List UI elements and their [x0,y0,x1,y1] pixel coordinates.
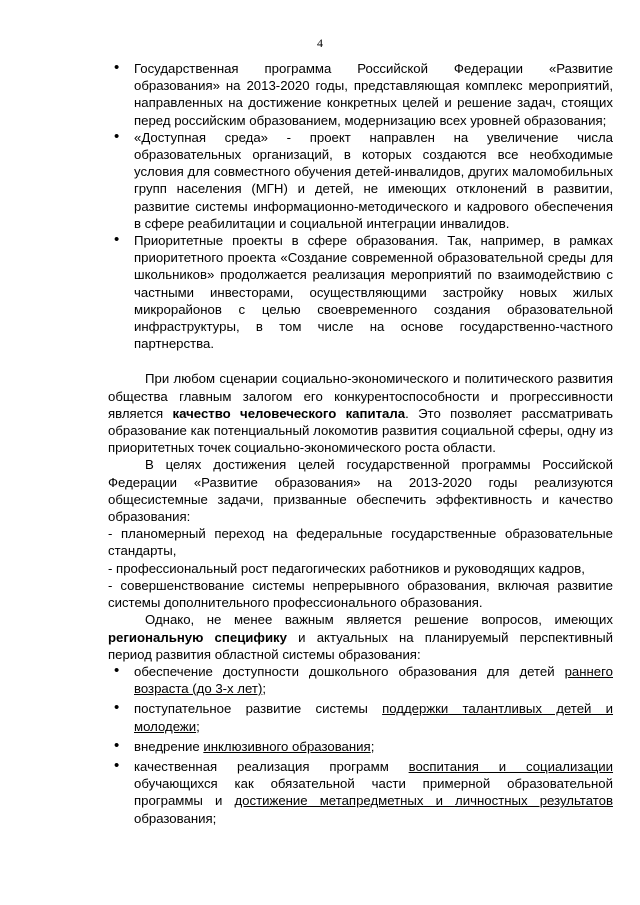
bottom-bullet-list [108,663,613,827]
paragraph-human-capital: При любом сценарии социально-экономического и политического развития общества главным залогом его конкурентоспособности и прогрессивности является качество человеческого капитала. Это позволяет рассматривать образование как потенциальный локомотив развития социальной сферы, одну из приоритетных точек социально-экономического роста области. [108,371,613,456]
list-item: • внедрение инклюзивного образования; [108,738,613,755]
document-body [108,60,613,830]
list-item: • «Доступная среда» - проект направлен на увеличение числа образовательных организаций, в которых создаются все необходимые условия для совместного обучения детей-инвалидов, других маломобильных групп населения (МГН) и детей, не имеющих отклонений в развитии, развитие системы информационно-методического и кадрового обеспечения в сфере реабилитации и социальной интеграции инвалидов. [108,129,613,232]
list-item: • Государственная программа Российской Федерации «Развитие образования» на 2013-2020 годы, представляющая комплекс мероприятий, направленных на достижение конкретных целей и решение задач, стоящих перед российским образованием, модернизацию всех уровней образования; [108,60,613,129]
paragraph-regional-specifics: Однако, не менее важным является решение вопросов, имеющих региональную специфику и актуальных на планируемый перспективный период развития областной системы образования: [108,612,614,662]
page-number: 4 [317,36,323,50]
bold-phrase: региональную специфику [108,629,287,645]
list-item: • Приоритетные проекты в сфере образования. Так, например, в рамках приоритетного проекта «Создание современной образовательной среды для школьников» продолжается реализация мероприятий по взаимодействию с частными инвесторами, осуществляющими застройку новых жилых микрорайонов с целью своевременного создания образовательной инфраструктуры, в том числе на основе государственно-частного партнерства. [108,232,613,352]
dash-item: - профессиональный рост педагогических работников и руководящих кадров, [108,560,585,576]
list-item: • качественная реализация программ воспитания и социализации обучающихся как обязательной части примерной образовательной программы и достижение метапредметных и личностных результатов образования; [108,758,613,827]
dash-item: - планомерный переход на федеральные государственные образовательные стандарты, [108,526,613,559]
dash-item: - совершенствование системы непрерывного образования, включая развитие системы дополнительного профессионального образования. [108,577,613,611]
bold-phrase: качество человеческого капитала [172,405,406,421]
list-item: • обеспечение доступности дошкольного образования для детей раннего возраста (до 3-х лет); [108,663,613,697]
top-bullet-list [108,60,613,352]
paragraph-state-program: В целях достижения целей государственной программы Российской Федерации «Развитие образования» на 2013-2020 годы реализуются общесистемные задачи, призванные обеспечить эффективность и качество образования: [108,457,613,525]
list-item: • поступательное развитие системы поддержки талантливых детей и молодежи; [108,700,613,734]
